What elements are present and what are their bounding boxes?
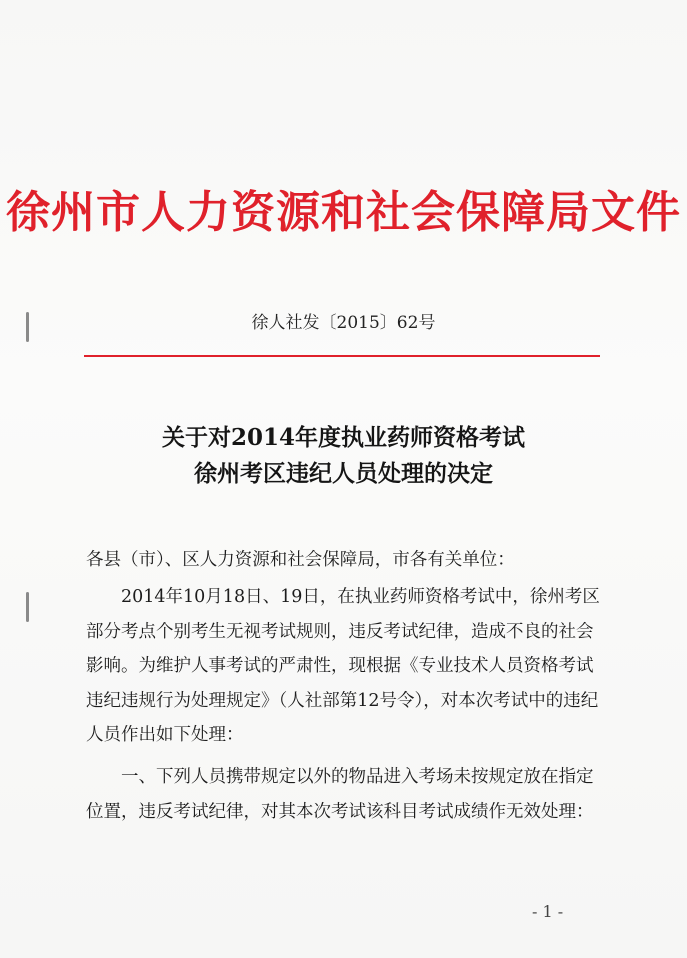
page-number: - 1 -	[532, 902, 564, 921]
document-subject	[0, 420, 687, 492]
addressee-line: 各县（市）、区人力资源和社会保障局，市各有关单位：	[86, 550, 515, 570]
subject-line-1: 关于对2014年度执业药师资格考试	[161, 424, 525, 451]
body-paragraph-1: 2014年10月18日、19日，在执业药师资格考试中，徐州考区部分考点个别考生无视考试规则，违反考试纪律，造成不良的社会影响。为维护人事考试的严肃性，现根据《专业技术人员资格考试违纪违规行为处理规定》（人社部第12号令），对本次考试中的违纪人员作出如下处理：	[86, 587, 600, 745]
clause-1: 一、下列人员携带规定以外的物品进入考场未按规定放在指定位置，违反考试纪律，对其本次考试该科目考试成绩作无效处理：	[86, 767, 594, 822]
issuer-header-title: 徐州市人力资源和社会保障局文件	[6, 187, 681, 238]
subject-line-2: 徐州考区违纪人员处理的决定	[194, 460, 493, 487]
red-separator-line	[84, 355, 600, 357]
document-number: 徐人社发〔2015〕62号	[251, 313, 436, 333]
binding-mark-bottom	[26, 592, 29, 622]
